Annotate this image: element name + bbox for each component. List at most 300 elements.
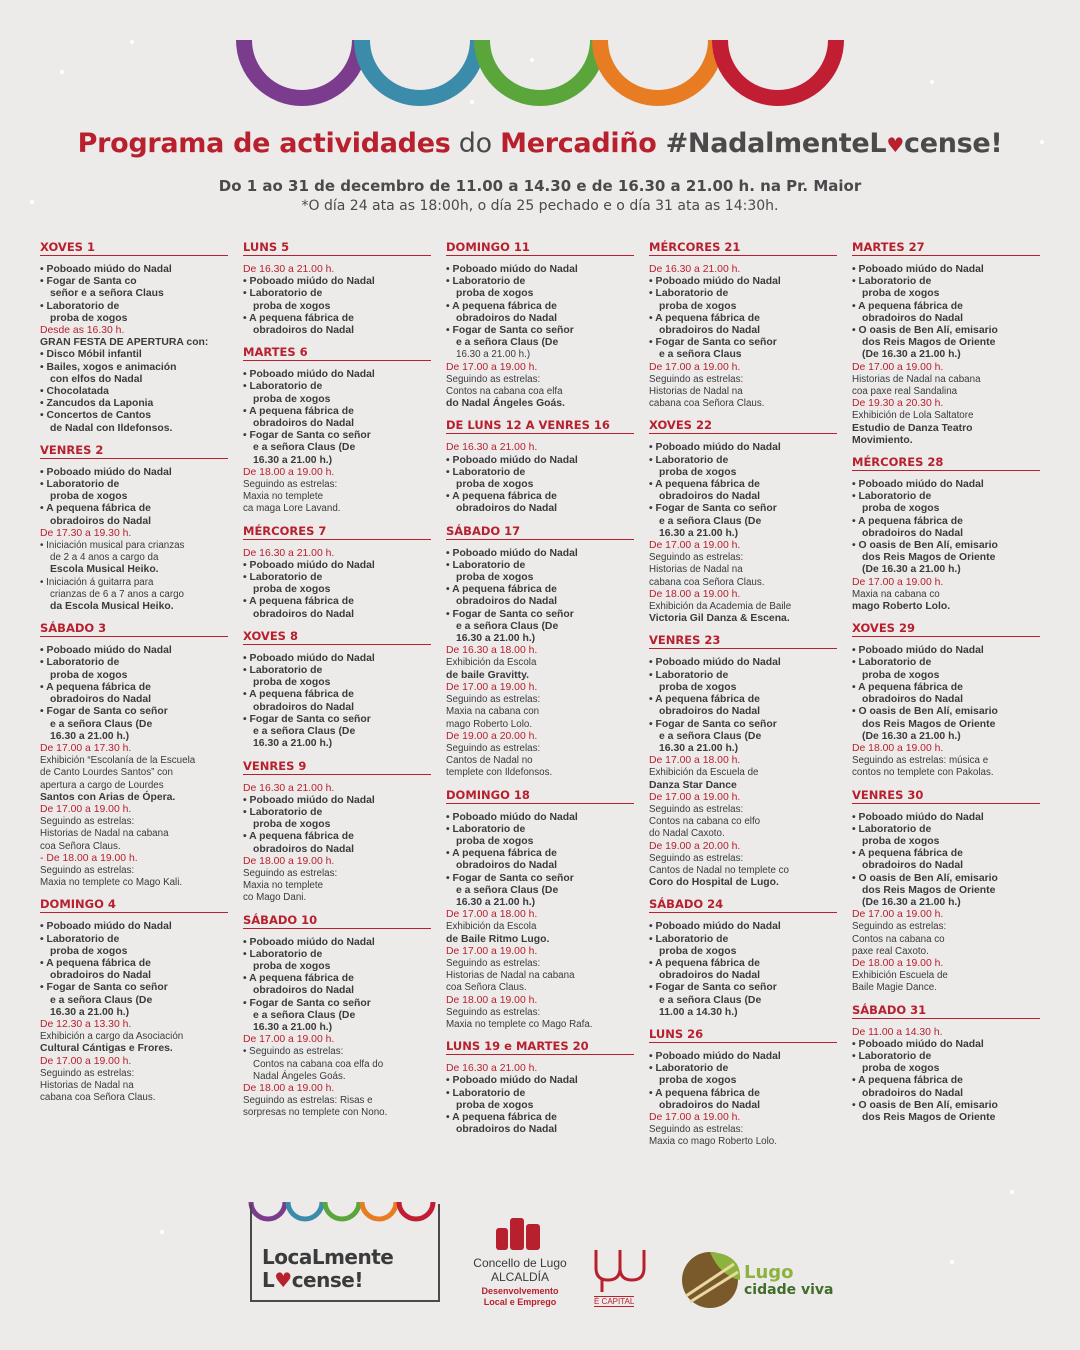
program-column-4: [649, 240, 837, 1157]
activity-item-continued: 16.30 a 21.00 h.): [50, 1006, 130, 1018]
activity-text: apertura a cargo de Lourdes: [40, 779, 164, 791]
day-block: [649, 1027, 837, 1157]
activity-text: cabana coa Señora Claus.: [649, 576, 765, 588]
day-heading: XOVES 8: [243, 629, 431, 645]
spacer: [446, 1136, 634, 1144]
activity-item-continued: proba de xogos: [862, 288, 940, 300]
time-range: De 18.00 a 19.00 h.: [649, 588, 741, 600]
spacer: [40, 435, 228, 443]
activity-text: Exhibición “Escolanía de la Escuela: [40, 755, 196, 767]
time-range: De 16.30 a 21.00 h.: [243, 547, 335, 559]
activity-item-continued: con elfos do Nadal: [50, 373, 143, 385]
activity-item-continued: proba de xogos: [253, 393, 331, 405]
activity-text: Exhibición da Escola: [446, 921, 537, 933]
activity-item-continued: proba de xogos: [456, 1099, 534, 1111]
activity-item: • Seguindo as estrelas:: [243, 1046, 431, 1058]
activity-item-continued: proba de xogos: [862, 503, 940, 515]
activity-item-continued: 16.30 a 21.00 h.): [50, 730, 130, 742]
activity-item-continued: obradoiros do Nadal: [456, 860, 558, 872]
time-range: De 17.00 a 19.00 h.: [446, 945, 538, 957]
activity-text: Seguindo as estrelas:: [446, 694, 541, 706]
activity-item-continued: obradoiros do Nadal: [456, 596, 558, 608]
activity-text: Seguindo as estrelas:: [649, 852, 744, 864]
spacer: [649, 1149, 837, 1157]
activity-text: Seguindo as estrelas:: [446, 1006, 541, 1018]
activity-item: • Fogar de Santa co señor: [649, 719, 837, 731]
activity-item: • Fogar de Santa co señor: [649, 503, 837, 515]
cidade-viva-text: cidade viva: [744, 1282, 834, 1298]
activity-item-continued: proba de xogos: [253, 960, 331, 972]
day-heading: SÁBADO 3: [40, 621, 228, 637]
activity-item-continued: 16.30 a 21.00 h.): [253, 738, 333, 750]
activity-item: • A pequena fábrica de: [40, 958, 228, 970]
title-part-1: Programa de actividades: [77, 128, 451, 159]
day-block: [649, 633, 837, 897]
activity-text: GRAN FESTA DE APERTURA con:: [40, 337, 209, 349]
day-heading: DOMINGO 4: [40, 897, 228, 913]
day-block: [40, 443, 228, 621]
time-range: De 18.00 a 19.00 h.: [852, 742, 944, 754]
activity-item-continued: proba de xogos: [253, 584, 331, 596]
activity-text: Danza Star Dance: [649, 779, 737, 791]
activity-item: • Laboratorio de: [40, 301, 228, 313]
lugo-capital-icon: [592, 1246, 648, 1294]
time-range: De 19.00 a 20.00 h.: [649, 840, 741, 852]
activity-item: • Fogar de Santa co señor: [40, 982, 228, 994]
activity-item: • Poboado miúdo do Nadal: [446, 812, 634, 824]
time-range: De 18.00 a 19.00 h.: [243, 1082, 335, 1094]
activity-item: • Laboratorio de: [243, 572, 431, 584]
activity-text: Historias de Nadal na: [649, 386, 743, 398]
spacer: [852, 1124, 1040, 1132]
activity-text: Seguindo as estrelas:: [40, 816, 135, 828]
activity-item-continued: proba de xogos: [50, 491, 128, 503]
activity-item-continued: proba de xogos: [862, 1063, 940, 1075]
snow-dot: [470, 100, 474, 104]
activity-text: Exhibición da Academia de Baile: [649, 601, 792, 613]
day-heading: VENRES 30: [852, 788, 1040, 804]
activity-item: • Laboratorio de: [649, 670, 837, 682]
activity-item-continued: 16.30 a 21.00 h.): [456, 349, 531, 361]
activity-item-continued: e a señora Claus (De: [659, 994, 762, 1006]
activity-item: • Laboratorio de: [40, 479, 228, 491]
localmente-l: L: [262, 1268, 275, 1292]
snow-dot: [530, 58, 534, 62]
activity-item-continued: proba de xogos: [862, 669, 940, 681]
activity-item-continued: proba de xogos: [253, 819, 331, 831]
activity-item-continued: 16.30 a 21.00 h.): [659, 527, 739, 539]
activity-text: Estudio de Danza Teatro: [852, 422, 973, 434]
time-range: De 17.00 a 19.00 h.: [446, 681, 538, 693]
day-block: [649, 240, 837, 418]
activity-item-continued: e a señora Claus (De: [253, 1009, 356, 1021]
spacer: [852, 447, 1040, 455]
time-range: De 17.00 a 19.00 h.: [852, 576, 944, 588]
activity-item: • O oasis de Ben Alí, emisario: [852, 540, 1040, 552]
time-range: De 17.00 a 18.00 h.: [446, 909, 538, 921]
time-range: De 17.00 a 19.00 h.: [649, 361, 741, 373]
title-part-2: do: [450, 128, 501, 159]
time-range: De 17.00 a 19.00 h.: [40, 1055, 132, 1067]
time-range: De 18.00 a 19.00 h.: [446, 994, 538, 1006]
activity-text: Exhibición Escuela de: [852, 970, 948, 982]
activity-item: • Poboado miúdo do Nadal: [446, 264, 634, 276]
activity-text: Seguindo as estrelas:: [40, 864, 135, 876]
activity-item: • A pequena fábrica de: [649, 313, 837, 325]
activity-item: • Poboado miúdo do Nadal: [852, 1039, 1040, 1051]
activity-text: Maxia no templete co Mago Kali.: [40, 877, 183, 889]
time-range: De 17.00 a 19.00 h.: [852, 909, 944, 921]
activity-item: • A pequena fábrica de: [446, 584, 634, 596]
day-block: [446, 788, 634, 1040]
activity-text: Maxia no templete: [243, 491, 324, 503]
activity-item: • Laboratorio de: [649, 1063, 837, 1075]
activity-item: • Laboratorio de: [649, 288, 837, 300]
activity-item: • Laboratorio de: [852, 824, 1040, 836]
activity-item: • A pequena fábrica de: [852, 682, 1040, 694]
time-range: De 17.00 a 18.00 h.: [649, 755, 741, 767]
capital-label: É CAPITAL: [594, 1297, 635, 1306]
day-heading: SÁBADO 31: [852, 1003, 1040, 1019]
time-range: De 11.00 a 14.30 h.: [852, 1026, 943, 1038]
activity-item: • A pequena fábrica de: [649, 958, 837, 970]
activity-item-continued: obradoiros do Nadal: [862, 1087, 964, 1099]
activity-item-continued: proba de xogos: [456, 572, 534, 584]
activity-item: • Iniciación musical para crianzas: [40, 540, 228, 552]
activity-item: • A pequena fábrica de: [852, 848, 1040, 860]
spacer: [649, 410, 837, 418]
spacer: [446, 1031, 634, 1039]
time-range: De 18.00 a 19.00 h.: [243, 466, 335, 478]
activity-item: • Fogar de Santa co señor: [243, 430, 431, 442]
activity-text: Exhibición da Escuela de: [649, 767, 759, 779]
spacer: [446, 780, 634, 788]
spacer: [649, 625, 837, 633]
activity-item-continued: señor e a señora Claus: [50, 288, 164, 300]
activity-item: • Fogar de Santa co señor: [243, 998, 431, 1010]
concello-department: [470, 1286, 570, 1308]
activity-item: • Disco Móbil infantil: [40, 349, 228, 361]
activity-item: • Fogar de Santa co señor: [446, 873, 634, 885]
activity-item: • A pequena fábrica de: [649, 1088, 837, 1100]
activity-item: • Fogar de Santa co señor: [649, 337, 837, 349]
activity-item: • A pequena fábrica de: [649, 479, 837, 491]
activity-text: Santos con Arias de Ópera.: [40, 791, 176, 803]
activity-item: • Poboado miúdo do Nadal: [40, 264, 228, 276]
header-arcs-decoration: [236, 40, 844, 110]
day-block: [243, 913, 431, 1128]
day-block: [649, 418, 837, 633]
activity-item-continued: 16.30 a 21.00 h.): [659, 742, 739, 754]
day-heading: DOMINGO 11: [446, 240, 634, 256]
activity-item: • Poboado miúdo do Nadal: [243, 795, 431, 807]
day-heading: XOVES 29: [852, 621, 1040, 637]
activity-item: • Iniciación á guitarra para: [40, 577, 228, 589]
activity-item: • Poboado miúdo do Nadal: [852, 812, 1040, 824]
day-block: [446, 418, 634, 523]
day-block: [243, 759, 431, 913]
day-heading: LUNS 19 e MARTES 20: [446, 1039, 634, 1055]
activity-item: • A pequena fábrica de: [852, 516, 1040, 528]
activity-item-continued: obradoiros do Nadal: [456, 312, 558, 324]
time-range: Desde as 16.30 h.: [40, 325, 125, 337]
activity-item: • Laboratorio de: [446, 276, 634, 288]
time-range: De 19.30 a 20.30 h.: [852, 398, 944, 410]
activity-text: Seguindo as estrelas:: [243, 867, 338, 879]
activity-text: Historias de Nadal na cabana: [852, 373, 981, 385]
activity-text: Seguindo as estrelas:: [40, 1067, 135, 1079]
time-range: De 18.00 a 19.00 h.: [852, 957, 944, 969]
activity-item: • Poboado miúdo do Nadal: [852, 645, 1040, 657]
activity-item-continued: (De 16.30 a 21.00 h.): [862, 730, 961, 742]
concello-alcaldia: ALCALDÍA: [490, 1270, 550, 1284]
day-block: [649, 897, 837, 1027]
activity-text: Maxia co mago Roberto Lolo.: [649, 1136, 777, 1148]
activity-item-continued: e a señora Claus (De: [456, 620, 559, 632]
activity-item-continued: e a señora Claus (De: [50, 718, 153, 730]
activity-item-continued: obradoiros do Nadal: [659, 491, 761, 503]
activity-item: • A pequena fábrica de: [243, 973, 431, 985]
time-range: De 17.00 a 19.00 h.: [649, 1111, 741, 1123]
activity-item: • Poboado miúdo do Nadal: [446, 1075, 634, 1087]
activity-item-continued: obradoiros do Nadal: [862, 312, 964, 324]
activity-text: de Canto Lourdes Santos” con: [40, 767, 173, 779]
activity-text: Maxia no templete: [243, 880, 324, 892]
activity-text: Seguindo as estrelas:: [649, 373, 744, 385]
activity-item: • A pequena fábrica de: [649, 694, 837, 706]
day-block: [852, 455, 1040, 621]
day-heading: VENRES 9: [243, 759, 431, 775]
activity-item: • Poboado miúdo do Nadal: [649, 921, 837, 933]
activity-item-continued: e a señora Claus (De: [253, 442, 356, 454]
activity-item: • Laboratorio de: [649, 934, 837, 946]
day-heading: MÉRCORES 28: [852, 455, 1040, 471]
activity-item-continued: de Nadal con Ildefonsos.: [50, 422, 173, 434]
activity-item: • Poboado miúdo do Nadal: [243, 369, 431, 381]
day-block: [40, 897, 228, 1112]
activity-item-continued: (De 16.30 a 21.00 h.): [862, 564, 961, 576]
activity-item: • Laboratorio de: [40, 657, 228, 669]
time-range: De 17.00 a 19.00 h.: [243, 1034, 335, 1046]
activity-item: • Laboratorio de: [446, 467, 634, 479]
activity-item-continued: obradoiros do Nadal: [659, 1099, 761, 1111]
spacer: [243, 905, 431, 913]
activity-text: Seguindo as estrelas: Risas e: [243, 1095, 373, 1107]
activity-item-continued: obradoiros do Nadal: [659, 706, 761, 718]
activity-item-continued: proba de xogos: [253, 677, 331, 689]
activity-item: • Laboratorio de: [243, 288, 431, 300]
activity-item: • Poboado miúdo do Nadal: [649, 657, 837, 669]
activity-item-continued: dos Reis Magos de Oriente: [862, 1111, 996, 1123]
spacer: [40, 1104, 228, 1112]
activity-text: Cultural Cántigas e Frores.: [40, 1043, 173, 1055]
day-block: [40, 621, 228, 897]
activity-text: coa Señora Claus.: [40, 840, 121, 852]
activity-item-continued: obradoiros do Nadal: [253, 325, 355, 337]
activity-item-continued: e a señora Claus (De: [253, 726, 356, 738]
time-range: De 12.30 a 13.30 h.: [40, 1018, 132, 1030]
activity-item-continued: e a señora Claus (De: [456, 884, 559, 896]
activity-item-continued: obradoiros do Nadal: [253, 608, 355, 620]
concello-name: Concello de Lugo: [473, 1256, 567, 1270]
activity-item: • A pequena fábrica de: [40, 503, 228, 515]
activity-item: • A pequena fábrica de: [243, 831, 431, 843]
activity-item: • A pequena fábrica de: [243, 406, 431, 418]
localmente-logo-text: [262, 1246, 393, 1292]
activity-item: • Poboado miúdo do Nadal: [243, 937, 431, 949]
spacer: [649, 1019, 837, 1027]
activity-item-continued: proba de xogos: [862, 835, 940, 847]
activity-item-continued: proba de xogos: [50, 945, 128, 957]
activity-item-continued: 16.30 a 21.00 h.): [456, 633, 536, 645]
spacer: [852, 780, 1040, 788]
activity-text: Historias de Nadal na: [40, 1079, 134, 1091]
activity-item-continued: obradoiros do Nadal: [50, 694, 152, 706]
localmente-line-1: LocaLmente: [262, 1245, 394, 1269]
activity-item: • Poboado miúdo do Nadal: [243, 560, 431, 572]
activity-text: Seguindo as estrelas:: [649, 552, 744, 564]
time-range: De 17.30 a 19.30 h.: [40, 527, 132, 539]
time-range: De 16.30 a 18.00 h.: [446, 645, 538, 657]
activity-item: • Laboratorio de: [649, 455, 837, 467]
activity-item-continued: proba de xogos: [456, 835, 534, 847]
activity-text: de baile Gravitty.: [446, 669, 529, 681]
day-block: [446, 1039, 634, 1144]
activity-item-continued: obradoiros do Nadal: [862, 694, 964, 706]
activity-item-continued: crianzas de 6 a 7 anos a cargo: [50, 588, 184, 600]
spacer: [243, 621, 431, 629]
activity-item: • Poboado miúdo do Nadal: [852, 479, 1040, 491]
activity-item-continued: proba de xogos: [50, 669, 128, 681]
activity-text: Maxia na cabana co: [852, 588, 940, 600]
activity-item: • Poboado miúdo do Nadal: [40, 645, 228, 657]
activity-item: • Laboratorio de: [40, 934, 228, 946]
lugo-brand-text: Lugo: [744, 1262, 794, 1283]
activity-item: • Poboado miúdo do Nadal: [243, 276, 431, 288]
activity-item-continued: 11.00 a 14.30 h.): [659, 1006, 738, 1018]
time-range: De 17.00 a 19.00 h.: [852, 361, 944, 373]
time-range: De 17.00 a 17.30 h.: [40, 742, 132, 754]
activity-item: • Laboratorio de: [852, 657, 1040, 669]
activity-text: Seguindo as estrelas:: [446, 957, 541, 969]
activity-item-continued: obradoiros do Nadal: [253, 701, 355, 713]
activity-item-continued: dos Reis Magos de Oriente: [862, 337, 996, 349]
heart-icon: ♥: [886, 133, 904, 157]
heart-icon: ♥: [274, 1268, 292, 1292]
snow-dot: [930, 80, 934, 84]
schedule-subtitle: Do 1 ao 31 de decembro de 11.00 a 14.30 e de 16.30 a 21.00 h. na Pr. Maior: [218, 177, 862, 195]
time-range: De 17.00 a 19.00 h.: [649, 791, 741, 803]
day-block: [852, 621, 1040, 787]
concello-dept-line-2: Local e Emprego: [483, 1297, 557, 1307]
day-heading: DE LUNS 12 A VENRES 16: [446, 418, 634, 434]
day-heading: VENRES 23: [649, 633, 837, 649]
activity-item-continued: e a señora Claus (De: [50, 994, 153, 1006]
activity-item-continued: obradoiros do Nadal: [50, 515, 152, 527]
activity-text: Victoria Gil Danza & Escena.: [649, 613, 790, 625]
program-column-5: [852, 240, 1040, 1132]
activity-item: • A pequena fábrica de: [40, 682, 228, 694]
activity-item: • Zancudos da Laponia: [40, 398, 228, 410]
activity-text: Contos na cabana co elfo: [649, 816, 761, 828]
activity-text: Cantos de Nadal no: [446, 755, 533, 767]
activity-item-continued: proba de xogos: [50, 312, 128, 324]
day-block: [852, 240, 1040, 455]
activity-item: • A pequena fábrica de: [446, 1112, 634, 1124]
activity-item: • A pequena fábrica de: [446, 848, 634, 860]
footer-logos: [0, 1190, 1080, 1320]
activity-item: • Laboratorio de: [243, 807, 431, 819]
activity-item: • Laboratorio de: [446, 824, 634, 836]
snow-dot: [130, 40, 134, 44]
activity-text: Maxia no templete co Mago Rafa.: [446, 1018, 593, 1030]
spacer: [852, 995, 1040, 1003]
spacer: [243, 516, 431, 524]
activity-text: templete con Ildefonsos.: [446, 767, 553, 779]
activity-text: do Nadal Ángeles Goás.: [446, 398, 565, 410]
day-block: [243, 629, 431, 759]
activity-item-continued: de 2 a 4 anos a cargo da: [50, 552, 159, 564]
activity-text: coa Señora Claus.: [446, 982, 527, 994]
title-part-5: cense!: [903, 128, 1003, 159]
localmente-cense: cense!: [291, 1268, 363, 1292]
activity-item: • Poboado miúdo do Nadal: [40, 921, 228, 933]
activity-item: • Laboratorio de: [446, 560, 634, 572]
activity-item-continued: Nadal Ángeles Goás.: [253, 1070, 346, 1082]
activity-text: co Mago Dani.: [243, 892, 307, 904]
day-block: [446, 524, 634, 788]
time-range: De 17.00 a 19.00 h.: [446, 361, 538, 373]
activity-item: • O oasis de Ben Alí, emisario: [852, 1100, 1040, 1112]
lugo-cidade-viva-icon: [680, 1246, 744, 1310]
spacer: [446, 410, 634, 418]
localmente-line-2: [262, 1269, 393, 1292]
concello-lugo-icon: [494, 1216, 546, 1252]
day-heading: MARTES 27: [852, 240, 1040, 256]
activity-item-continued: e a señora Claus (De: [456, 337, 559, 349]
activity-text: mago Roberto Lolo.: [446, 718, 533, 730]
activity-item: • O oasis de Ben Alí, emisario: [852, 325, 1040, 337]
activity-text: Contos na cabana co: [852, 933, 945, 945]
activity-text: Contos na cabana coa elfa: [446, 386, 563, 398]
activity-text: cabana coa Señora Claus.: [40, 1092, 156, 1104]
activity-item: • Bailes, xogos e animación: [40, 362, 228, 374]
activity-text: ca maga Lore Lavand.: [243, 503, 341, 515]
activity-item: • A pequena fábrica de: [852, 301, 1040, 313]
time-range: De 16.30 a 21.00 h.: [649, 264, 741, 275]
day-heading: MÉRCORES 21: [649, 240, 837, 256]
schedule-note: *O día 24 ata as 18:00h, o día 25 pechado e o día 31 ata as 14:30h.: [301, 198, 779, 214]
activity-item: • Chocolatada: [40, 386, 228, 398]
activity-item-continued: dos Reis Magos de Oriente: [862, 718, 996, 730]
day-block: [40, 240, 228, 443]
activity-item-continued: proba de xogos: [456, 288, 534, 300]
activity-item-continued: da Escola Musical Heiko.: [50, 601, 174, 613]
activity-text: Exhibición a cargo da Asociación: [40, 1031, 184, 1043]
activity-item-continued: Contos na cabana coa elfa do: [253, 1058, 384, 1070]
activity-item: • A pequena fábrica de: [446, 301, 634, 313]
activity-item: • A pequena fábrica de: [243, 689, 431, 701]
activity-text: Seguindo as estrelas:: [852, 921, 947, 933]
activity-item-continued: (De 16.30 a 21.00 h.): [862, 896, 961, 908]
activity-item: • Poboado miúdo do Nadal: [446, 548, 634, 560]
day-heading: MÉRCORES 7: [243, 524, 431, 540]
title-part-3: Mercadiño: [500, 128, 657, 159]
activity-item-continued: e a señora Claus: [659, 349, 742, 361]
day-block: [243, 240, 431, 345]
activity-item: • O oasis de Ben Alí, emisario: [852, 706, 1040, 718]
day-block: [243, 345, 431, 523]
